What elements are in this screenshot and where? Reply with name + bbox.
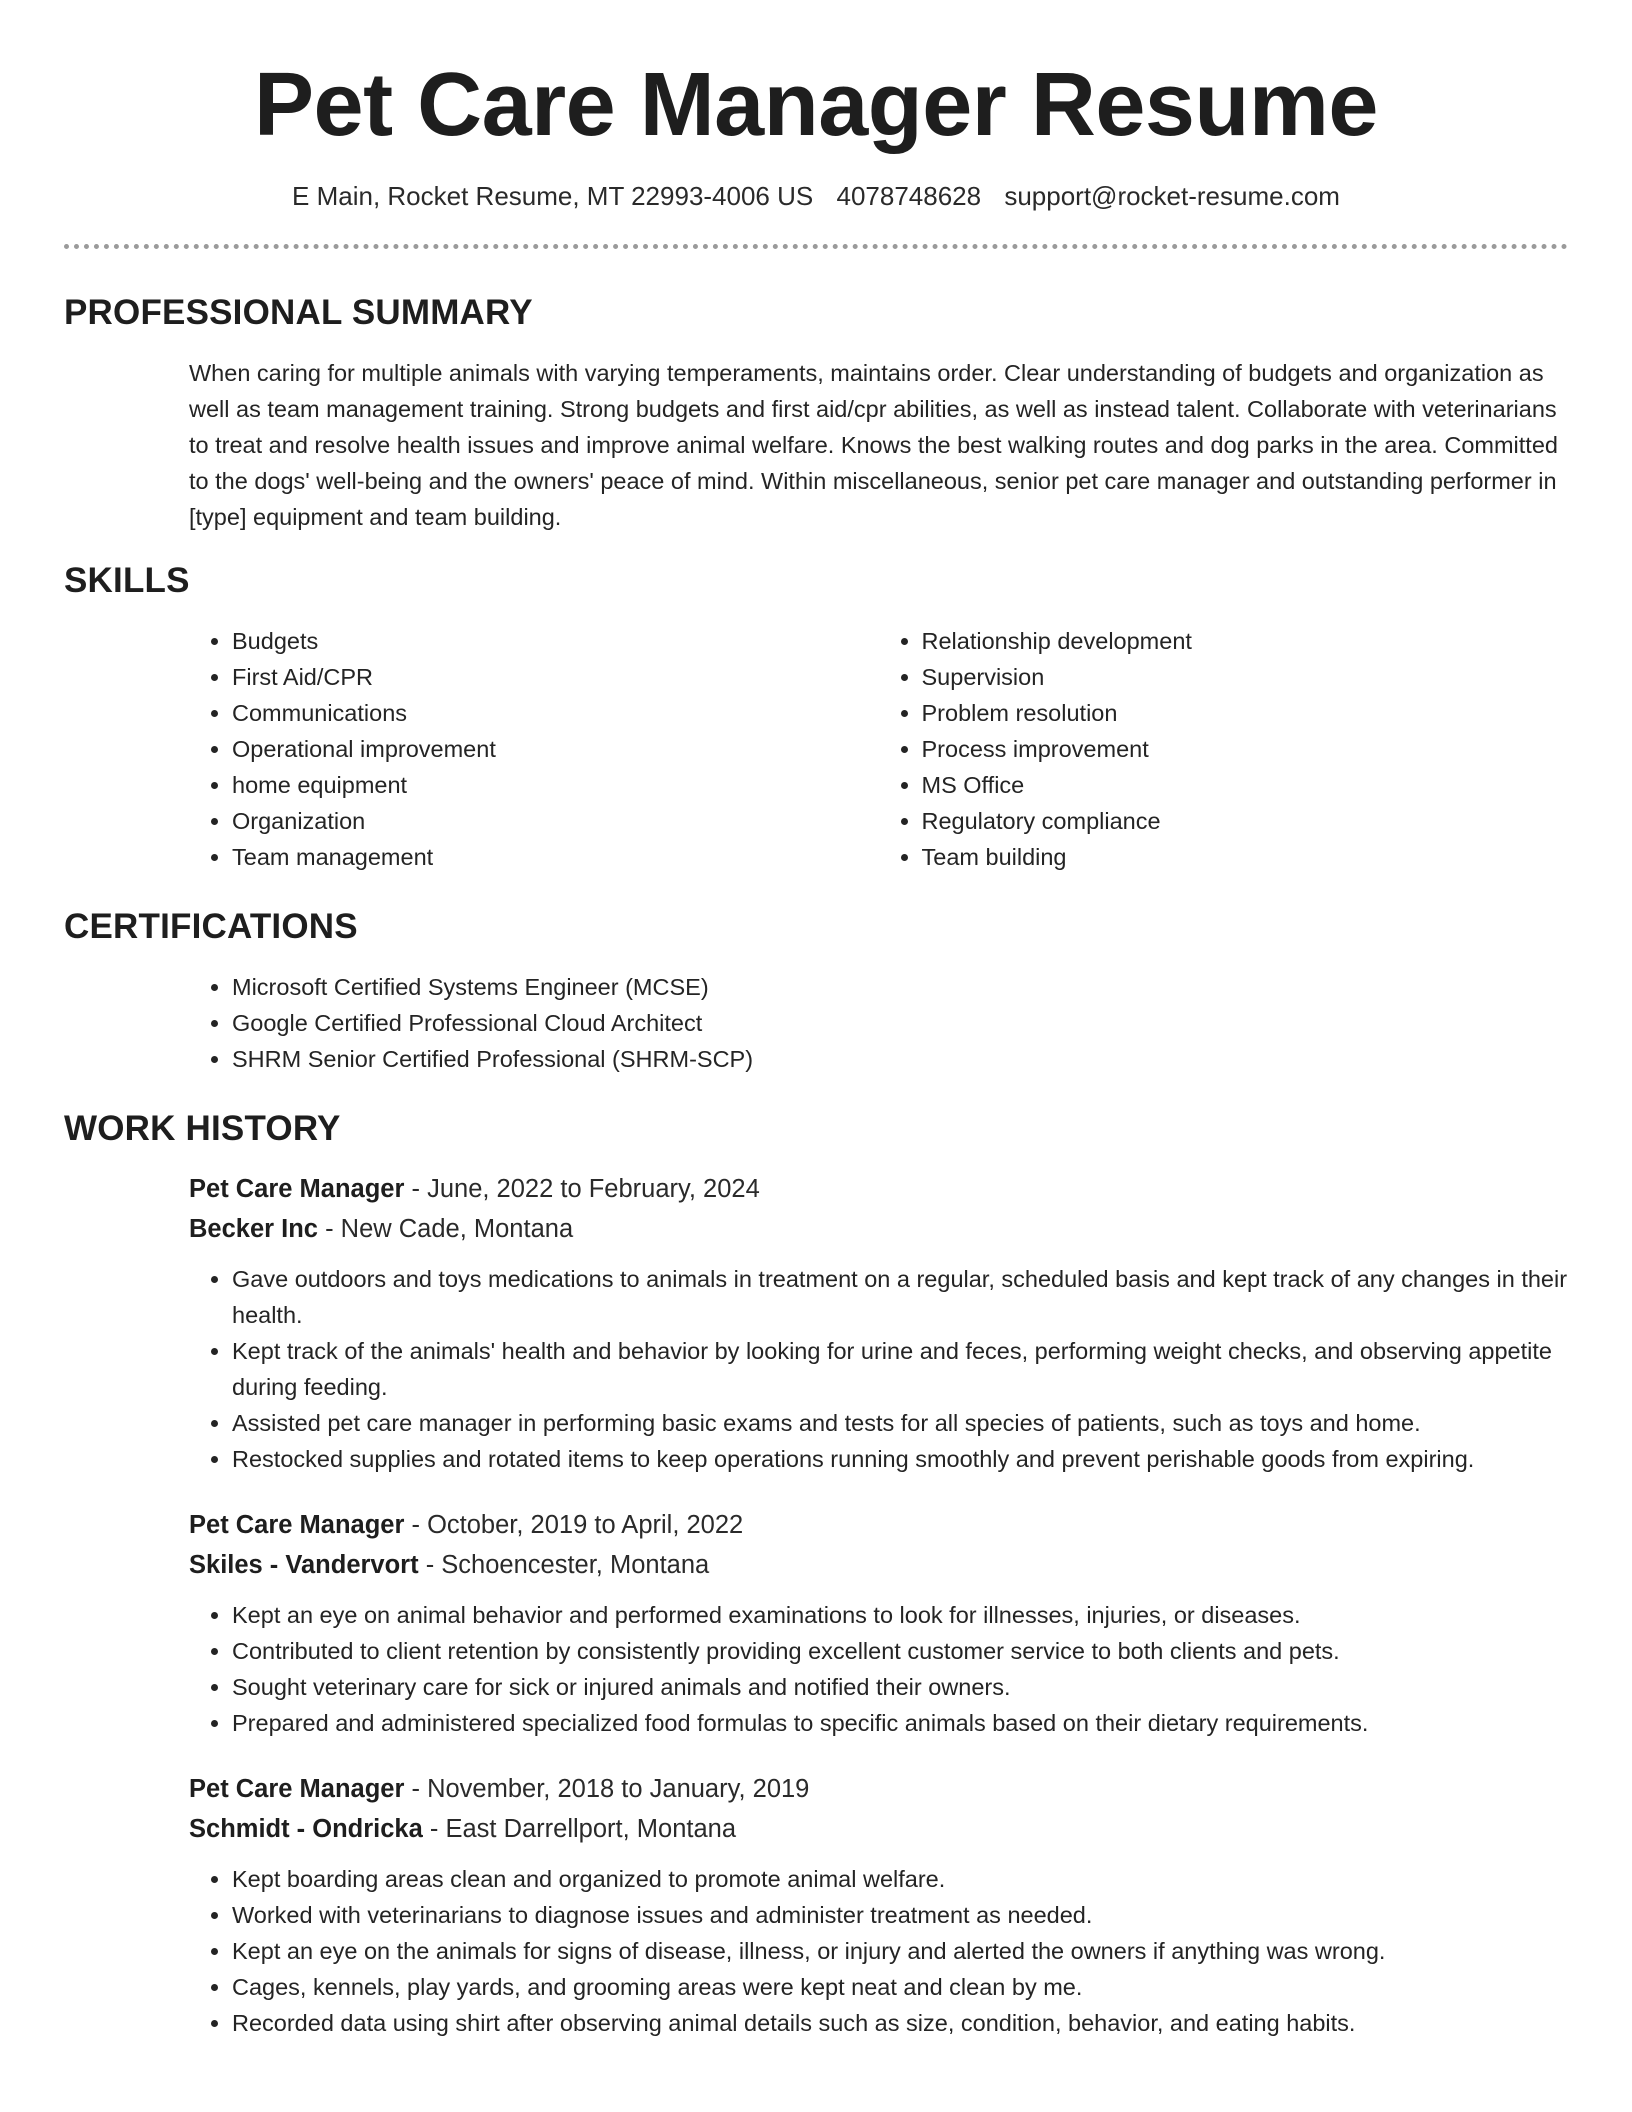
job-bullet: • Kept an eye on the animals for signs of disease, illness, or injury and alerted the owners if anything was wrong.	[232, 1933, 1568, 1969]
certifications-section	[64, 907, 1568, 1077]
job-bullet: • Sought veterinary care for sick or injured animals and notified their owners.	[232, 1669, 1568, 1705]
job-company: Skiles - Vandervort	[189, 1551, 419, 1579]
job-role: Pet Care Manager	[189, 1511, 405, 1539]
skill-item: • Operational improvement	[232, 731, 879, 767]
skill-item: • Supervision	[922, 659, 1569, 695]
job-company-line	[189, 1809, 1568, 1849]
summary-text: When caring for multiple animals with varying temperaments, maintains order. Clear understanding of budgets and organization as well as team management training. Strong budgets and first aid/cpr abilities, as well as instead talent. Collaborate with veterinarians to treat and resolve health issues and improve animal welfare. Knows the best walking routes and dog parks in the area. Committed to the dogs' well-being and the owners' peace of mind. Within miscellaneous, senior pet care manager and outstanding performer in [type] equipment and team building.	[189, 360, 1558, 530]
skill-item: • Organization	[232, 803, 879, 839]
certifications-heading: CERTIFICATIONS	[64, 907, 358, 946]
job-company-line	[189, 1545, 1568, 1585]
job-bullet: • Kept track of the animals' health and behavior by looking for urine and feces, performing weight checks, and observing appetite during feeding.	[232, 1333, 1568, 1405]
job-title-line	[189, 1169, 1568, 1209]
skill-item: • Budgets	[232, 623, 879, 659]
skill-item: • First Aid/CPR	[232, 659, 879, 695]
skill-item: • Problem resolution	[922, 695, 1569, 731]
certification-item: • Google Certified Professional Cloud Architect	[232, 1005, 1568, 1041]
job-bullet: • Cages, kennels, play yards, and grooming areas were kept neat and clean by me.	[232, 1969, 1568, 2005]
job-location: - Schoencester, Montana	[418, 1551, 710, 1579]
summary-heading: PROFESSIONAL SUMMARY	[64, 293, 533, 332]
job-bullet: • Gave outdoors and toys medications to animals in treatment on a regular, scheduled basis and kept track of any changes in their health.	[232, 1261, 1568, 1333]
job-title-line	[189, 1769, 1568, 1809]
skills-list-right	[879, 623, 1569, 875]
job-location: - New Cade, Montana	[318, 1215, 574, 1243]
skills-heading: SKILLS	[64, 561, 190, 600]
resume-title: Pet Care Manager Resume	[254, 55, 1378, 155]
job-bullet: • Contributed to client retention by consistently providing excellent customer service to both clients and pets.	[232, 1633, 1568, 1669]
job-company: Becker Inc	[189, 1215, 318, 1243]
skill-item: • Process improvement	[922, 731, 1569, 767]
skills-grid	[189, 623, 1568, 875]
job-bullet: • Prepared and administered specialized food formulas to specific animals based on their dietary requirements.	[232, 1705, 1568, 1741]
job-bullets	[189, 1261, 1568, 1477]
job-bullet: • Worked with veterinarians to diagnose issues and administer treatment as needed.	[232, 1897, 1568, 1933]
summary-section	[64, 293, 1568, 535]
job-bullet: • Kept boarding areas clean and organized to promote animal welfare.	[232, 1861, 1568, 1897]
certification-item: • Microsoft Certified Systems Engineer (MCSE)	[232, 969, 1568, 1005]
skill-item: • Team management	[232, 839, 879, 875]
job-bullet: • Restocked supplies and rotated items to keep operations running smoothly and prevent perishable goods from expiring.	[232, 1441, 1568, 1477]
contact-line	[0, 181, 1632, 212]
job-entry	[189, 1169, 1568, 1477]
work-history-heading: WORK HISTORY	[64, 1109, 341, 1148]
job-bullets	[189, 1861, 1568, 2041]
job-bullets	[189, 1597, 1568, 1741]
header-divider	[64, 244, 1568, 249]
skill-item: • Team building	[922, 839, 1569, 875]
contact-email: support@rocket-resume.com	[1004, 181, 1340, 211]
work-history-section	[64, 1109, 1568, 2041]
skill-item: • home equipment	[232, 767, 879, 803]
job-entry	[189, 1505, 1568, 1741]
job-dates: - October, 2019 to April, 2022	[404, 1511, 744, 1539]
certifications-list	[189, 969, 1568, 1077]
job-company-line	[189, 1209, 1568, 1249]
skill-item: • MS Office	[922, 767, 1569, 803]
job-company: Schmidt - Ondricka	[189, 1815, 423, 1843]
job-entry	[189, 1769, 1568, 2041]
certification-item: • SHRM Senior Certified Professional (SHRM-SCP)	[232, 1041, 1568, 1077]
job-bullet: • Recorded data using shirt after observing animal details such as size, condition, behavior, and eating habits.	[232, 2005, 1568, 2041]
skill-item: • Communications	[232, 695, 879, 731]
job-role: Pet Care Manager	[189, 1175, 405, 1203]
skills-list-left	[189, 623, 879, 875]
job-title-line	[189, 1505, 1568, 1545]
job-role: Pet Care Manager	[189, 1775, 405, 1803]
job-bullet: • Kept an eye on animal behavior and performed examinations to look for illnesses, injuries, or diseases.	[232, 1597, 1568, 1633]
contact-address: E Main, Rocket Resume, MT 22993-4006 US	[292, 181, 814, 211]
job-dates: - November, 2018 to January, 2019	[404, 1775, 810, 1803]
job-bullet: • Assisted pet care manager in performing basic exams and tests for all species of patients, such as toys and home.	[232, 1405, 1568, 1441]
contact-phone: 4078748628	[836, 181, 982, 211]
skill-item: • Relationship development	[922, 623, 1569, 659]
skills-section	[64, 561, 1568, 875]
resume-header	[0, 0, 1632, 212]
job-location: - East Darrellport, Montana	[422, 1815, 737, 1843]
skill-item: • Regulatory compliance	[922, 803, 1569, 839]
job-dates: - June, 2022 to February, 2024	[404, 1175, 760, 1203]
